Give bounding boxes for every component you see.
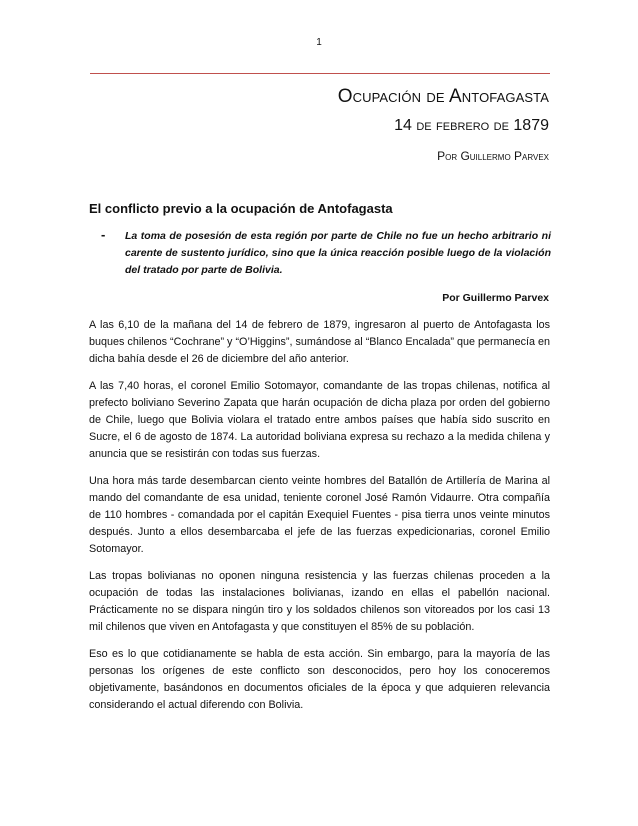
lead-bullet-item xyxy=(101,228,551,279)
paragraph: A las 7,40 horas, el coronel Emilio Sotomayor, comandante de las tropas chilenas, notifica al prefecto boliviano Severino Zapata que harán ocupación de dicha plaza por orden del gobierno de Chile, luego que Bolivia violara el tratado entre ambos países que había sido suscrito en Sucre, el 6 de agosto de 1874. La autoridad boliviana expresa su rechazo a la medida chilena y anuncia que se resistirán con todas sus fuerzas. xyxy=(89,380,550,460)
header-rule xyxy=(90,73,550,74)
page-number: 1 xyxy=(316,37,322,48)
paragraph: Una hora más tarde desembarcan ciento veinte hombres del Batallón de Artillería de Marina al mando del comandante de esa unidad, teniente coronel José Ramón Vidaurre. Otra compañía de 110 hombres - comandada por el capitán Exequiel Fuentes - pisa tierra unos veinte minutos después. Junto a ellos desembarcaba el jefe de las fuerzas expedicionarias, coronel Emilio Sotomayor. xyxy=(89,475,550,555)
lead-text: La toma de posesión de esta región por parte de Chile no fue un hecho arbitrario ni carente de sustento jurídico, sino que la única reacción posible luego de la violación del tratado por parte de Bolivia. xyxy=(125,230,551,276)
document-date: 14 de febrero de 1879 xyxy=(394,117,549,134)
paragraph: Las tropas bolivianas no oponen ninguna resistencia y las fuerzas chilenas proceden a la ocupación de todas las instalaciones bolivianas, izando en ellas el pabellón nacional. Prácticamente no se dispara ningún tiro y los soldados chilenos son vitoreados por los casi 13 mil chilenos que viven en Antofagasta y que constituyen el 85% de su población. xyxy=(89,570,550,633)
bullet-dash: - xyxy=(101,227,106,242)
section-byline: Por Guillermo Parvex xyxy=(442,292,549,304)
body-text xyxy=(89,317,550,724)
document-title: Ocupación de Antofagasta xyxy=(337,86,549,107)
document-author: Por Guillermo Parvex xyxy=(437,149,549,163)
paragraph: Eso es lo que cotidianamente se habla de esta acción. Sin embargo, para la mayoría de las personas los orígenes de este conflicto son desconocidos, pero hoy los conoceremos objetivamente, basándonos en documentos oficiales de la época y que adquieren relevancia considerando el actual diferendo con Bolivia. xyxy=(89,648,550,711)
section-heading: El conflicto previo a la ocupación de Antofagasta xyxy=(89,201,393,216)
paragraph: A las 6,10 de la mañana del 14 de febrero de 1879, ingresaron al puerto de Antofagasta los buques chilenos “Cochrane” y “O’Higgins”, sumándose al “Blanco Encalada” que permanecía en dicha bahía desde el 26 de diciembre del año anterior. xyxy=(89,319,550,365)
